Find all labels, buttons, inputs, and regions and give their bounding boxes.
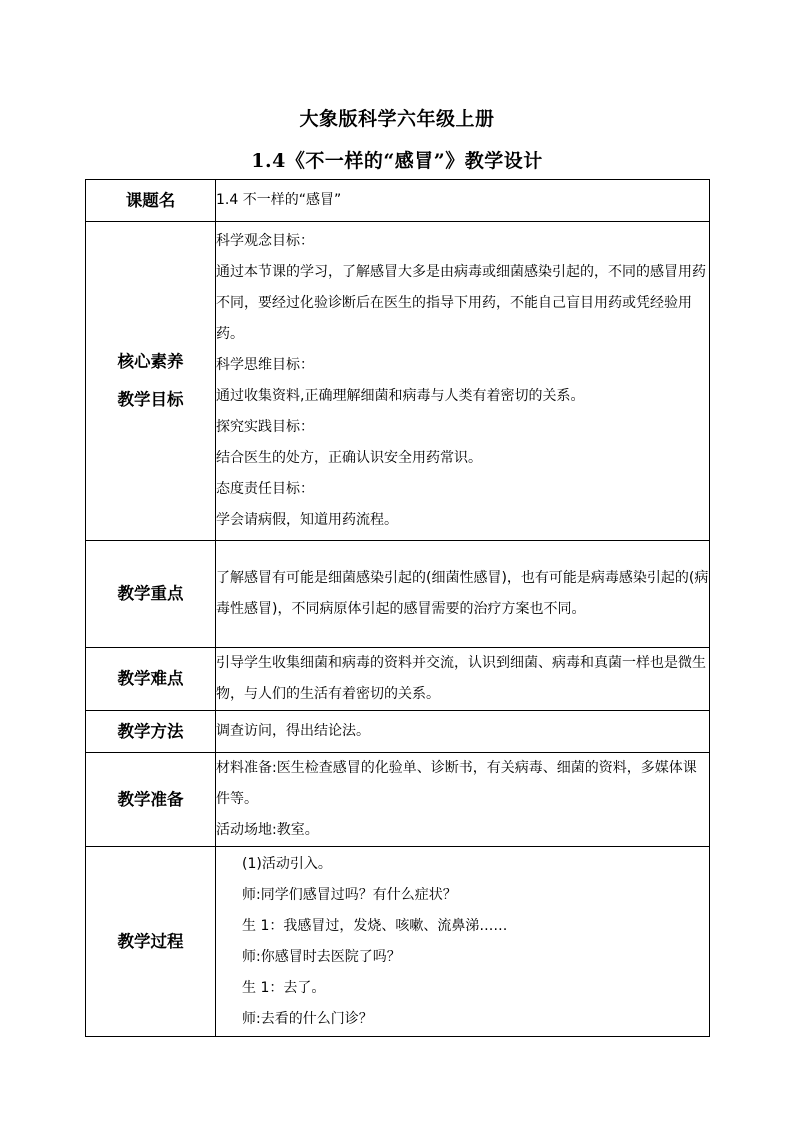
lesson-title: 1.4《不一样的“感冒”》教学设计 xyxy=(251,150,543,172)
key-points-label: 教学重点 xyxy=(86,541,216,648)
methods-label: 教学方法 xyxy=(86,711,216,753)
preparation-materials: 材料准备:医生检查感冒的化验单、诊断书，有关病毒、细菌的资料，多媒体课件等。 xyxy=(216,760,697,807)
row-preparation xyxy=(86,753,710,847)
objectives-cell xyxy=(216,222,710,541)
objective-text-thinking: 通过收集资料,正确理解细菌和病毒与人类有着密切的关系。 xyxy=(216,388,585,404)
objectives-label-line-2: 教学目标 xyxy=(117,390,184,409)
process-dialogue-line: 师:去看的什么门诊？ xyxy=(242,1010,373,1027)
objective-text-practice: 结合医生的处方，正确认识安全用药常识。 xyxy=(216,450,482,466)
row-topic xyxy=(86,180,710,222)
process-label: 教学过程 xyxy=(86,847,216,1037)
methods-text: 调查访问，得出结论法。 xyxy=(216,723,370,739)
preparation-venue: 活动场地:教室。 xyxy=(216,822,319,838)
lesson-plan-table xyxy=(85,179,710,1037)
methods-cell xyxy=(216,711,710,753)
difficulties-cell xyxy=(216,648,710,711)
objectives-label xyxy=(86,222,216,541)
process-dialogue-line: 师:同学们感冒过吗？有什么症状？ xyxy=(242,886,457,903)
row-process xyxy=(86,847,710,1037)
difficulties-label: 教学难点 xyxy=(86,648,216,711)
process-dialogue-line: 生 1：去了。 xyxy=(242,979,326,996)
objectives-label-line-1: 核心素养 xyxy=(117,352,184,371)
topic-cell xyxy=(216,180,710,222)
process-cell xyxy=(216,847,710,1037)
process-step-intro: (1)活动引入。 xyxy=(242,855,332,872)
row-methods xyxy=(86,711,710,753)
objective-heading-attitude: 态度责任目标： xyxy=(216,481,314,497)
process-dialogue-line: 师:你感冒时去医院了吗？ xyxy=(242,948,401,965)
topic-value: 1.4 不一样的“感冒” xyxy=(216,192,342,208)
row-objectives xyxy=(86,222,710,541)
key-points-cell xyxy=(216,541,710,648)
process-dialogue-line: 生 1：我感冒过，发烧、咳嗽、流鼻涕…… xyxy=(242,917,508,934)
objective-heading-practice: 探究实践目标： xyxy=(216,419,314,435)
difficulties-text: 引导学生收集细菌和病毒的资料并交流，认识到细菌、病毒和真菌一样也是微生物，与人们的生活有着密切的关系。 xyxy=(216,655,706,702)
row-difficulties xyxy=(86,648,710,711)
row-key-points xyxy=(86,541,710,648)
objective-heading-concept: 科学观念目标： xyxy=(216,233,314,249)
objective-text-concept: 通过本节课的学习，了解感冒大多是由病毒或细菌感染引起的，不同的感冒用药不同，要经过化验诊断后在医生的指导下用药，不能自己盲目用药或凭经验用药。 xyxy=(216,264,706,342)
preparation-cell xyxy=(216,753,710,847)
preparation-label: 教学准备 xyxy=(86,753,216,847)
key-points-text: 了解感冒有可能是细菌感染引起的(细菌性感冒)，也有可能是病毒感染引起的(病毒性感冒)，不同病原体引起的感冒需要的治疗方案也不同。 xyxy=(216,570,709,617)
topic-label: 课题名 xyxy=(86,180,216,222)
objective-text-attitude: 学会请病假，知道用药流程。 xyxy=(216,512,398,528)
objective-heading-thinking: 科学思维目标： xyxy=(216,357,314,373)
document-title: 大象版科学六年级上册 xyxy=(299,108,495,130)
